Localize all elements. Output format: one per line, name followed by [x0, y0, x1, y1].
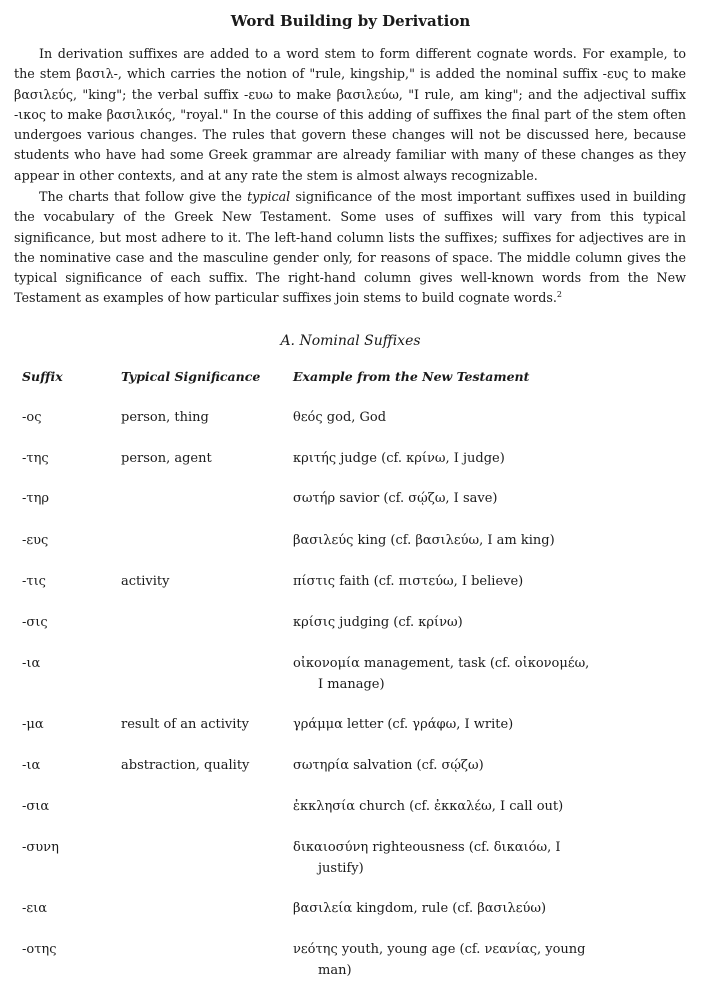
- example-cell: ἐκκλησία church (cf. ἐκκαλέω, I call out): [293, 799, 564, 814]
- significance-cell: abstraction, quality: [121, 758, 250, 773]
- intro-paragraph-2: [14, 187, 686, 309]
- example-cell: οἰκονομία management, task (cf. οἰκονομέω, I manage): [293, 656, 590, 692]
- suffix-cell: -σις: [22, 615, 48, 630]
- suffix-cell: -ευς: [22, 533, 49, 548]
- suffix-cell: -τηρ: [22, 491, 50, 506]
- example-cell: δικαιοσύνη righteousness (cf. δικαιόω, I justify): [293, 840, 561, 876]
- suffix-cell: -ια: [22, 656, 41, 671]
- suffix-cell: -της: [22, 451, 49, 466]
- section-title: A. Nominal Suffixes: [280, 333, 421, 349]
- example-cell: βασιλεία kingdom, rule (cf. βασιλεύω): [293, 901, 547, 916]
- paragraph2-before: The charts that follow give the: [39, 189, 248, 204]
- significance-cell: person, agent: [121, 451, 212, 466]
- suffix-cell: -εια: [22, 901, 48, 916]
- significance-cell: result of an activity: [121, 717, 249, 732]
- example-cell: γράμμα letter (cf. γράφω, I write): [293, 717, 514, 732]
- example-cell: σωτήρ savior (cf. σῴζω, I save): [293, 491, 498, 506]
- example-cell: σωτηρία salvation (cf. σῴζω): [293, 758, 484, 773]
- paragraph2-after: significance of the most important suffixes used in building the vocabulary of the Greek New Testament. Some uses of suffixes will vary from this typical significance, but most adhere to it. The left-hand column lists the suffixes; suffixes for adjectives are in the nominative case and the masculine gender only, for reasons of space. The middle column gives the typical significance of each suffix. The right-hand column gives well-known words from the New Testament as examples of how particular suffixes join stems to build cognate words.: [14, 189, 686, 306]
- example-cell: βασιλεύς king (cf. βασιλεύω, I am king): [293, 533, 555, 548]
- intro-paragraph-1: In derivation suffixes are added to a word stem to form different cognate words. For example, to the stem βασιλ-, which carries the notion of "rule, kingship," is added the nominal suffix -ευς to make βασιλεύς, "king"; the verbal suffix -ευω to make βασιλεύω, "I rule, am king"; and the adjectival suffix -ικος to make βασιλικός, "royal." In the course of this adding of suffixes the final part of the stem often undergoes various changes. The rules that govern these changes will not be discussed here, because students who have had some Greek grammar are already familiar with many of these changes as they appear in other contexts, and at any rate the stem is almost always recognizable.: [14, 46, 686, 183]
- column-header-significance: Typical Significance: [121, 369, 261, 384]
- column-header-suffix: Suffix: [22, 369, 63, 384]
- example-cell: νεότης youth, young age (cf. νεανίας, young man): [293, 942, 586, 978]
- example-cell: πίστις faith (cf. πιστεύω, I believe): [293, 574, 524, 589]
- footnote-marker: 2: [556, 290, 562, 300]
- suffix-cell: -τις: [22, 574, 46, 589]
- significance-cell: activity: [121, 574, 170, 589]
- suffix-cell: -συνη: [22, 840, 59, 855]
- suffix-cell: -σια: [22, 799, 50, 814]
- suffix-cell: -μα: [22, 717, 44, 732]
- example-cell: κρίσις judging (cf. κρίνω): [293, 615, 463, 630]
- paragraph2-emphasis: typical: [247, 189, 291, 204]
- suffix-cell: -οτης: [22, 942, 57, 957]
- suffix-cell: -ος: [22, 410, 42, 425]
- significance-cell: person, thing: [121, 410, 209, 425]
- column-header-example: Example from the New Testament: [293, 369, 530, 384]
- example-cell: θεός god, God: [293, 410, 387, 425]
- page-title: Word Building by Derivation: [230, 12, 471, 30]
- example-cell: κριτής judge (cf. κρίνω, I judge): [293, 451, 505, 466]
- suffix-cell: -ια: [22, 758, 41, 773]
